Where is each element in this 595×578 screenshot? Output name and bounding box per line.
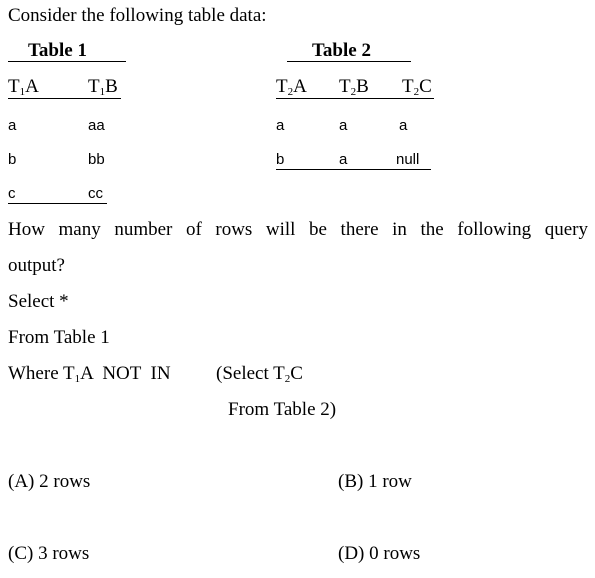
table2-cell: a bbox=[399, 117, 408, 134]
question-line-1: How many number of rows will be there in the following query bbox=[8, 219, 588, 240]
table2-title-underline bbox=[287, 61, 411, 62]
intro-text: Consider the following table data: bbox=[8, 5, 267, 26]
table2-cell: a bbox=[276, 117, 285, 134]
option-d: (D) 0 rows bbox=[338, 543, 421, 564]
query-subselect: (Select $T_2C$ bbox=[216, 363, 303, 385]
table2-header-b: $T_2B$ bbox=[339, 76, 369, 98]
query-select: Select * bbox=[8, 291, 69, 312]
table2-cell: b bbox=[276, 151, 285, 168]
table2-cell: a bbox=[339, 117, 348, 134]
table1-title-underline bbox=[8, 61, 126, 62]
table2-header-underline bbox=[276, 98, 434, 99]
table1-cell: aa bbox=[88, 117, 105, 134]
option-b: (B) 1 row bbox=[338, 471, 412, 492]
table2-cell: a bbox=[339, 151, 348, 168]
table1-header-b: $T_1B$ bbox=[88, 76, 118, 98]
table2-header-c: $T_2C$ bbox=[402, 76, 432, 98]
table2-cell: null bbox=[396, 151, 420, 168]
table1-cell: b bbox=[8, 151, 17, 168]
question-line-2: output? bbox=[8, 255, 65, 276]
table1-cell: bb bbox=[88, 151, 105, 168]
table2-header-a: $T_2A$ bbox=[276, 76, 307, 98]
query-subfrom: From Table 2) bbox=[228, 399, 337, 420]
table2-title: Table 2 bbox=[312, 40, 371, 61]
table1-header-a: $T_1A$ bbox=[8, 76, 39, 98]
table1-bottom-underline bbox=[8, 203, 107, 204]
table1-cell: cc bbox=[88, 185, 103, 202]
table1-cell: c bbox=[8, 185, 16, 202]
option-a: (A) 2 rows bbox=[8, 471, 91, 492]
table1-cell: a bbox=[8, 117, 17, 134]
query-from: From Table 1 bbox=[8, 327, 110, 348]
option-c: (C) 3 rows bbox=[8, 543, 90, 564]
query-where: Where $T_1A$ NOT IN bbox=[8, 363, 171, 385]
table2-bottom-underline bbox=[276, 169, 431, 170]
table1-title: Table 1 bbox=[28, 40, 87, 61]
table1-header-underline bbox=[8, 98, 121, 99]
